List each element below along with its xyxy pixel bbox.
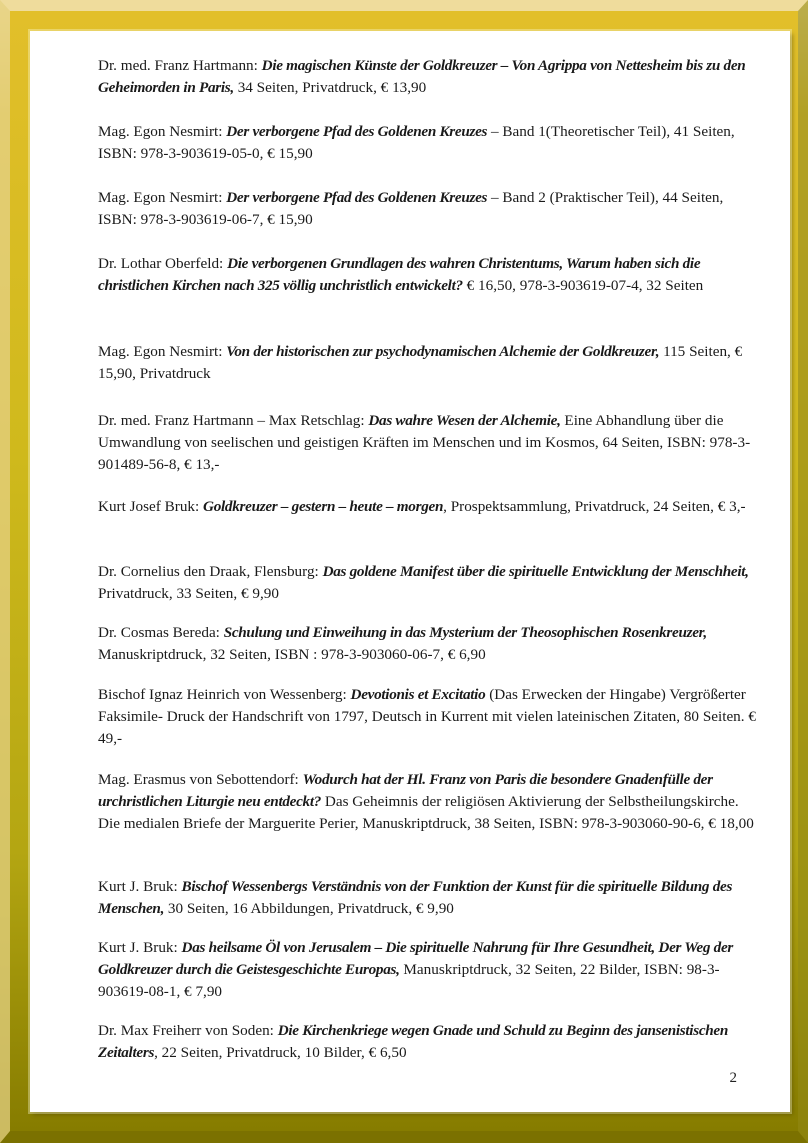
entry-title: Das heilsame Öl von Jerusalem – Die spirituelle Nahrung für Ihre Gesundheit, Der Weg der Goldkreuzer durch die Geistesgeschichte Europas, bbox=[98, 939, 734, 978]
bibliography-entry bbox=[98, 410, 758, 476]
entry-author: Mag. Egon Nesmirt: bbox=[98, 123, 227, 140]
entry-details: Eine Abhandlung über die Umwandlung von seelischen und geistigen Kräften im Menschen und im Kosmos, 64 Seiten, ISBN: 978-3-901489-56-8, € 13,- bbox=[98, 412, 751, 473]
entry-author: Dr. Max Freiherr von Soden: bbox=[98, 1022, 278, 1039]
bibliography-entry bbox=[98, 876, 758, 920]
entry-details: Das Geheimnis der religiösen Aktivierung der Selbstheilungskirche. Die medialen Briefe der Marguerite Perier, Manuskriptdruck, 38 Seiten, ISBN: 978-3-903060-90-6, € 18,00 bbox=[98, 793, 754, 832]
bibliography-entry bbox=[98, 1020, 758, 1064]
bibliography-entry bbox=[98, 684, 758, 750]
bibliography-entry bbox=[98, 561, 758, 605]
bibliography-entry bbox=[98, 496, 758, 518]
entry-title: Schulung und Einweihung in das Mysterium der Theosophischen Rosenkreuzer, bbox=[223, 624, 707, 641]
entry-details: – Band 2 (Praktischer Teil), 44 Seiten, ISBN: 978-3-903619-06-7, € 15,90 bbox=[98, 189, 724, 228]
entry-author: Dr. Lothar Oberfeld: bbox=[98, 255, 228, 272]
entry-title: Der verborgene Pfad des Goldenen Kreuzes bbox=[226, 189, 488, 206]
entry-details: , 22 Seiten, Privatdruck, 10 Bilder, € 6,50 bbox=[154, 1044, 407, 1061]
entry-title: Das wahre Wesen der Alchemie, bbox=[368, 412, 561, 429]
bibliography-entry bbox=[98, 187, 758, 231]
entry-title: Das goldene Manifest über die spirituelle Entwicklung der Menschheit, bbox=[322, 563, 749, 580]
entry-title: Von der historischen zur psychodynamischen Alchemie der Goldkreuzer, bbox=[226, 343, 660, 360]
entry-title: Die verborgenen Grundlagen des wahren Christentums, Warum haben sich die christlichen Kirchen nach 325 völlig unchristlich entwickelt? bbox=[98, 255, 701, 294]
entry-details: 30 Seiten, 16 Abbildungen, Privatdruck, € 9,90 bbox=[164, 900, 454, 917]
entry-title: Die Kirchenkriege wegen Gnade und Schuld zu Beginn des jansenistischen Zeitalters bbox=[98, 1022, 729, 1061]
entry-author: Dr. med. Franz Hartmann: bbox=[98, 57, 262, 74]
entry-details: € 16,50, 978-3-903619-07-4, 32 Seiten bbox=[462, 277, 704, 294]
entry-title: Die magischen Künste der Goldkreuzer – Von Agrippa von Nettesheim bis zu den Geheimorden in Paris, bbox=[98, 57, 746, 96]
bibliography-entry bbox=[98, 769, 758, 835]
entry-author: Kurt J. Bruk: bbox=[98, 939, 182, 956]
bibliography-entry bbox=[98, 55, 758, 99]
page-number: 2 bbox=[729, 1070, 737, 1086]
entry-title: Wodurch hat der Hl. Franz von Paris die besondere Gnadenfülle der urchristlichen Liturgie neu entdeckt? bbox=[98, 771, 713, 810]
entry-author: Dr. med. Franz Hartmann – Max Retschlag: bbox=[98, 412, 369, 429]
entry-author: Mag. Egon Nesmirt: bbox=[98, 343, 227, 360]
document-page bbox=[30, 31, 790, 1112]
bibliography-entry bbox=[98, 121, 758, 165]
bibliography-entry bbox=[98, 622, 758, 666]
entry-details: , Prospektsammlung, Privatdruck, 24 Seiten, € 3,- bbox=[443, 498, 746, 515]
entry-details: 34 Seiten, Privatdruck, € 13,90 bbox=[233, 79, 427, 96]
entry-author: Mag. Egon Nesmirt: bbox=[98, 189, 227, 206]
entry-details: Manuskriptdruck, 32 Seiten, 22 Bilder, ISBN: 98-3-903619-08-1, € 7,90 bbox=[98, 961, 720, 1000]
entry-author: Kurt J. Bruk: bbox=[98, 878, 182, 895]
entry-title: Bischof Wessenbergs Verständnis von der Funktion der Kunst für die spirituelle Bildung des Menschen, bbox=[98, 878, 733, 917]
entry-details: (Das Erwecken der Hingabe) Vergrößerter Faksimile- Druck der Handschrift von 1797, Deutsch in Kurrent mit vielen lateinischen Zitaten, 80 Seiten. € 49,- bbox=[98, 686, 756, 747]
entry-details: Manuskriptdruck, 32 Seiten, ISBN : 978-3-903060-06-7, € 6,90 bbox=[98, 646, 486, 663]
entry-details: 115 Seiten, € 15,90, Privatdruck bbox=[98, 343, 743, 382]
entry-author: Bischof Ignaz Heinrich von Wessenberg: bbox=[98, 686, 351, 703]
entry-details: – Band 1(Theoretischer Teil), 41 Seiten, ISBN: 978-3-903619-05-0, € 15,90 bbox=[98, 123, 735, 162]
bibliography-entry bbox=[98, 253, 758, 297]
entry-author: Dr. Cornelius den Draak, Flensburg: bbox=[98, 563, 323, 580]
bibliography-entry bbox=[98, 937, 758, 1003]
entry-author: Kurt Josef Bruk: bbox=[98, 498, 204, 515]
bibliography-entry bbox=[98, 341, 758, 385]
entry-author: Mag. Erasmus von Sebottendorf: bbox=[98, 771, 303, 788]
entry-title: Goldkreuzer – gestern – heute – morgen bbox=[203, 498, 444, 515]
entry-author: Dr. Cosmas Bereda: bbox=[98, 624, 224, 641]
entry-title: Devotionis et Excitatio bbox=[350, 686, 486, 703]
entry-details: Privatdruck, 33 Seiten, € 9,90 bbox=[98, 585, 279, 602]
entry-title: Der verborgene Pfad des Goldenen Kreuzes bbox=[226, 123, 488, 140]
